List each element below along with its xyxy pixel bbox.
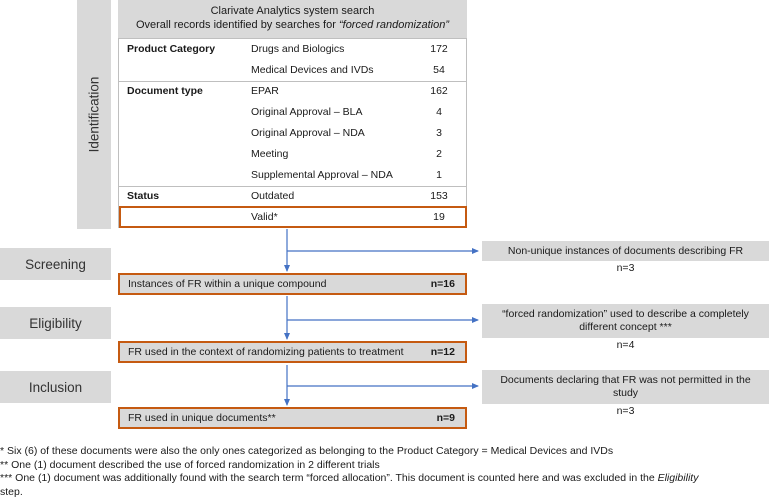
search-query: “forced randomization”: [338, 19, 450, 31]
footnote-3: *** One (1) document was additionally found with the search term “forced allocation”. This document is counted here and was excluded in the Eligibility step.: [0, 472, 699, 498]
row-count: 1: [436, 169, 442, 181]
stage-label-eligibility: Eligibility: [0, 307, 111, 339]
inclusion-result-box: [118, 407, 467, 429]
inclusion-result-count: n=9: [436, 412, 455, 424]
stage-label-identification: Identification: [86, 76, 102, 153]
footnotes: [0, 445, 777, 499]
stage-label-screening: Screening: [0, 248, 111, 280]
row-item: Original Approval – BLA: [251, 106, 363, 118]
footnote-1: * Six (6) of these documents were also the only ones categorized as belonging to the Product Category = Medical Devices and IVDs: [0, 445, 614, 457]
row-item: Drugs and Biologics: [251, 43, 345, 55]
row-category: Status: [127, 190, 160, 202]
row-count: 19: [433, 211, 445, 223]
row-count: 4: [436, 106, 442, 118]
source-title: Clarivate Analytics system search: [210, 5, 375, 17]
eligibility-result-box: [118, 341, 467, 363]
screening-result-label: Instances of FR within a unique compound: [128, 278, 327, 290]
screening-result-box: [118, 273, 467, 295]
row-item: Original Approval – NDA: [251, 127, 365, 139]
footnote-2: ** One (1) document described the use of forced randomization in 2 different trials: [0, 458, 380, 471]
row-count: 2: [436, 148, 442, 160]
row-category: Product Category: [127, 43, 216, 55]
eligibility-result-label: FR used in the context of randomizing patients to treatment: [128, 346, 404, 358]
row-item: Meeting: [251, 148, 289, 160]
eligibility-result-count: n=12: [430, 346, 455, 358]
eligibility-exclusion-box: “forced randomization” used to describe a completely different concept ***: [482, 304, 769, 338]
row-count: 153: [430, 190, 448, 202]
screening-exclusion-box: Non-unique instances of documents describing FR: [482, 241, 769, 261]
source-description: Overall records identified by searches for “forced randomization”: [135, 19, 450, 31]
row-item: Medical Devices and IVDs: [251, 64, 374, 76]
row-item: EPAR: [251, 85, 279, 97]
screening-result-count: n=16: [430, 278, 455, 290]
inclusion-result-label: FR used in unique documents**: [128, 412, 276, 424]
row-item: Outdated: [251, 190, 295, 202]
eligibility-exclusion-count: n=4: [616, 339, 635, 351]
screening-exclusion-count: n=3: [616, 262, 635, 274]
stage-label-inclusion: Inclusion: [0, 371, 111, 403]
row-count: 3: [436, 127, 442, 139]
row-count: 162: [430, 85, 448, 97]
row-item: Supplemental Approval – NDA: [251, 169, 393, 181]
inclusion-exclusion-count: n=3: [616, 405, 635, 417]
row-count: 172: [430, 43, 448, 55]
row-item: Valid*: [251, 211, 278, 223]
row-category: Document type: [127, 85, 203, 97]
inclusion-exclusion-box: Documents declaring that FR was not permitted in the study: [482, 370, 769, 404]
row-count: 54: [433, 64, 445, 76]
